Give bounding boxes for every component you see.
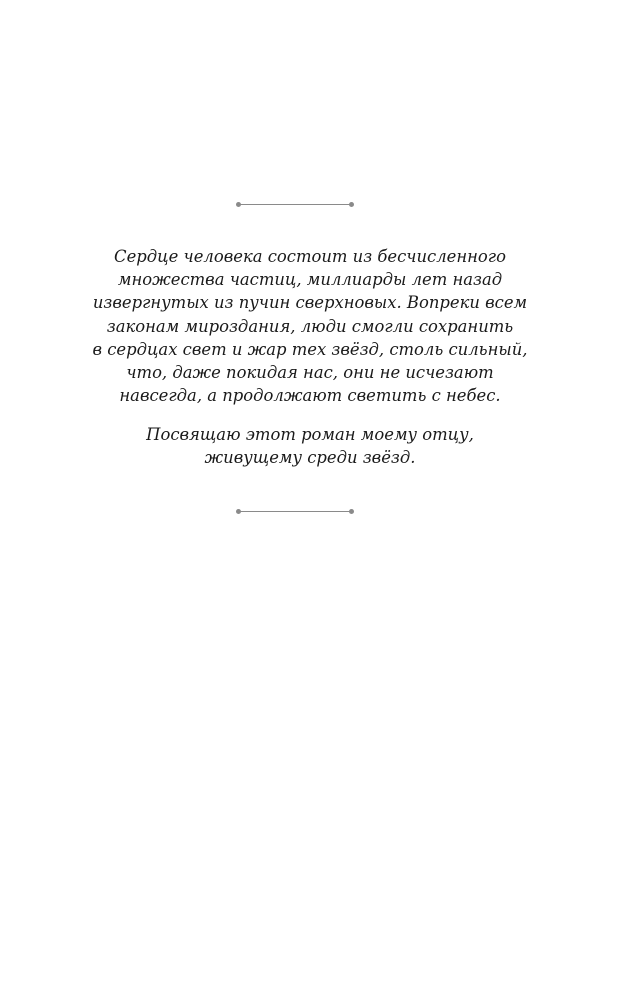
epigraph-line: навсегда, а продолжают светить с небес.: [119, 386, 501, 406]
epigraph-line: множества частиц, миллиарды лет назад: [117, 270, 503, 290]
dedication: [80, 423, 540, 469]
epigraph-line: что, даже покидая нас, они не исчезают: [126, 363, 494, 383]
epigraph-line: извергнутых из пучин сверхновых. Вопреки всем: [92, 293, 528, 313]
bottom-ornament-divider: [236, 507, 354, 516]
epigraph-line: законам мироздания, люди смогли сохранить: [106, 316, 514, 336]
ornament-dot: [349, 202, 354, 207]
epigraph-line: Сердце человека состоит из бесчисленного: [114, 247, 506, 266]
ornament-line: [239, 511, 351, 512]
epigraph: [80, 245, 540, 407]
epigraph-line: в сердцах свет и жар тех звёзд, столь сильный,: [92, 339, 528, 359]
top-ornament-divider: [236, 200, 354, 209]
ornament-line: [239, 204, 351, 205]
dedication-line: Посвящаю этот роман моему отцу,: [146, 425, 474, 444]
dedication-line: живущему среди звёзд.: [204, 448, 416, 468]
ornament-dot: [349, 509, 354, 514]
